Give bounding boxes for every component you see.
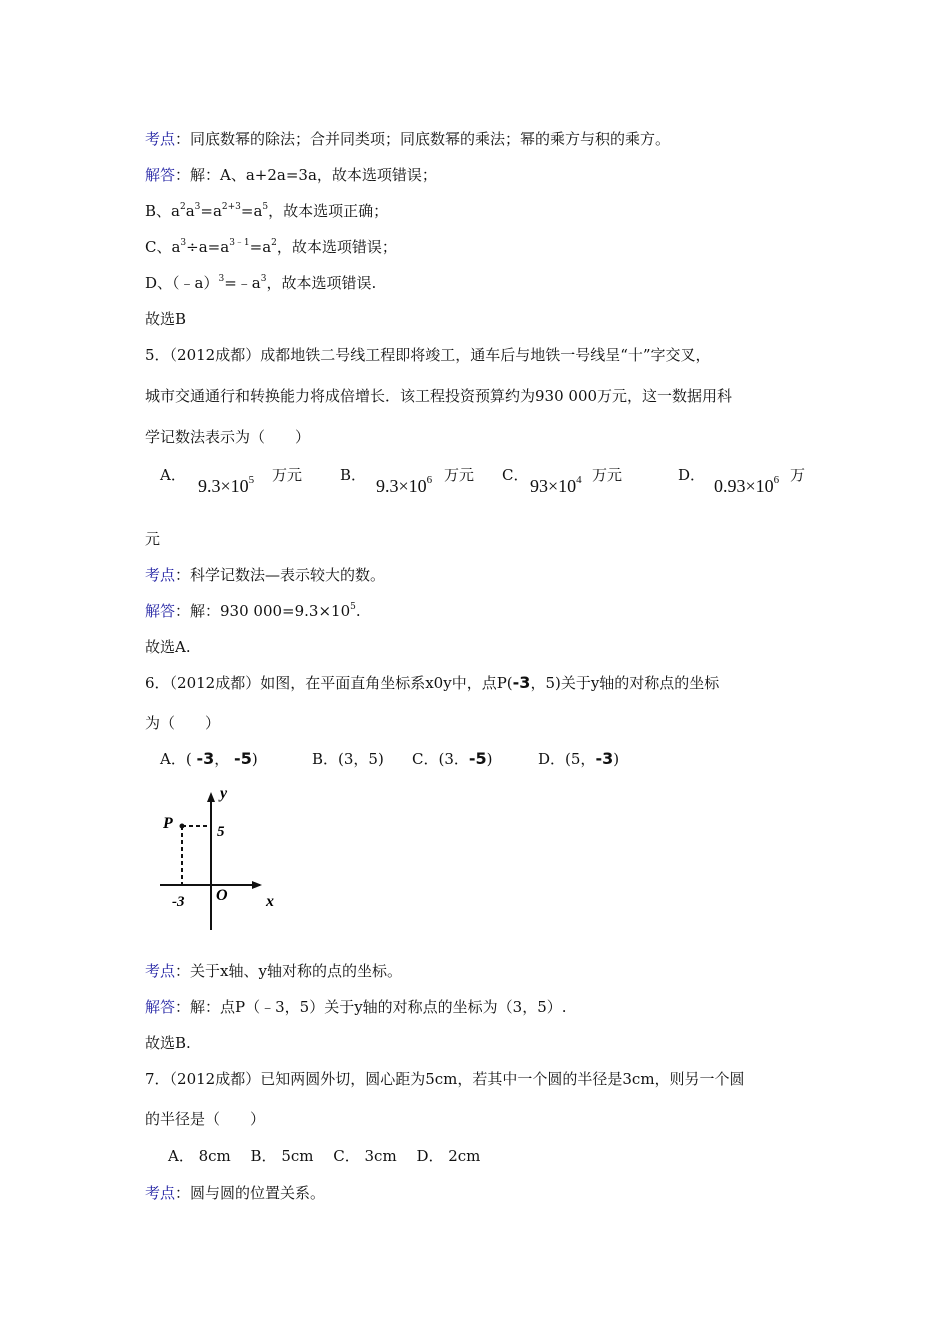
q5-stem-line3: 学记数法表示为（ ） [145,428,311,446]
q5-jieda: 解答：解：930 $000=9.3\times 10^5$. [145,602,361,620]
q5-option-d-label: D． [678,466,706,484]
q6-answer: 故选B. [145,1034,191,1052]
q5-option-c-value: $93\times 10^4$ [530,474,582,496]
q6-stem-line2: 为（ ） [145,714,221,732]
point-p-label: P [163,815,173,832]
q4-option-d: D、$(﹣a)^3=﹣a^3$，故本选项错误. [145,274,377,292]
q7-stem-line1: 7．（2012成都）已知两圆外切，圆心距为5cm，若其中一个圆的半径是3cm，则另一个圆 [145,1070,745,1088]
q4-kaodian: 考点：同底数幂的除法；合并同类项；同底数幂的乘法；幂的乘方与积的乘方。 [145,130,671,148]
q5-answer: 故选A. [145,638,191,656]
q6-stem-line1: 6．（2012成都）如图，在平面直角坐标系x0y中，点P(-3，5)关于y轴的对称点的坐标 [145,673,720,692]
jieda-label: 解答 [145,602,176,620]
point-p [180,824,185,829]
q5-kaodian: 考点：科学记数法—表示较大的数。 [145,566,386,584]
q5-option-d-unit: 万 [790,466,806,484]
q5-option-a-unit: 万元 [272,466,303,484]
kaodian-label: 考点 [145,566,176,584]
q5-stem-line2: 城市交通通行和转换能力将成倍增长．该工程投资预算约为930 000万元，这一数据用科 [145,387,733,405]
q4-answer: 故选B [145,310,187,328]
q5-option-b-value: $9.3\times 10^6$ [376,474,433,496]
q5-option-c-unit: 万元 [592,466,623,484]
jieda-label: 解答 [145,166,176,184]
tick-label-neg3: -3 [172,894,185,910]
tick-label-5: 5 [217,824,225,840]
q5-option-c-label: C． [502,466,529,484]
q5-option-d-value: $0.93\times 10^6$ [714,474,780,496]
q5-option-a-label: A． [160,466,186,484]
origin-label: O [216,887,228,904]
q5-option-b-unit: 万元 [444,466,475,484]
kaodian-label: 考点 [145,1184,176,1202]
q5-option-a-value: $9.3\times 10^5$ [198,474,255,496]
coordinate-figure [150,782,290,932]
q7-stem-line2: 的半径是（ ） [145,1110,266,1128]
kaodian-label: 考点 [145,130,176,148]
q6-jieda: 解答：解：点P（﹣3，5）关于y轴的对称点的坐标为（3，5）. [145,998,567,1016]
q6-option-c: C．(3．-5) [412,749,493,768]
y-axis-label: y [220,785,228,802]
q6-kaodian: 考点：关于x轴、y轴对称的点的坐标。 [145,962,402,980]
q5-option-d-unit-wrap: 元 [145,530,161,548]
q4-option-c: C、$a^3\div a=a^{3﹣1}=a^2$，故本选项错误； [145,238,397,256]
x-axis-arrow [252,881,262,889]
x-axis-label: x [266,893,274,910]
q5-option-b-label: B． [340,466,367,484]
q4-jieda: 解答：解：A、a+2a=3a，故本选项错误； [145,166,437,184]
q5-stem-line1: 5．（2012成都）成都地铁二号线工程即将竣工，通车后与地铁一号线呈“十”字交叉， [145,346,711,364]
q7-kaodian: 考点：圆与圆的位置关系。 [145,1184,326,1202]
kaodian-label: 考点 [145,962,176,980]
q6-option-b: B．(3，5) [312,750,384,768]
q6-option-a: A．( -3， -5) [160,749,258,768]
q4-option-b: B、$a^2a^3=a^{2+3}=a^5$，故本选项正确； [145,202,389,220]
y-axis-arrow [207,792,215,802]
q7-options: A． 8cm B． 5cm C． 3cm D． 2cm [168,1147,481,1165]
q6-option-d: D．(5，-3) [538,749,620,768]
jieda-label: 解答 [145,998,176,1016]
